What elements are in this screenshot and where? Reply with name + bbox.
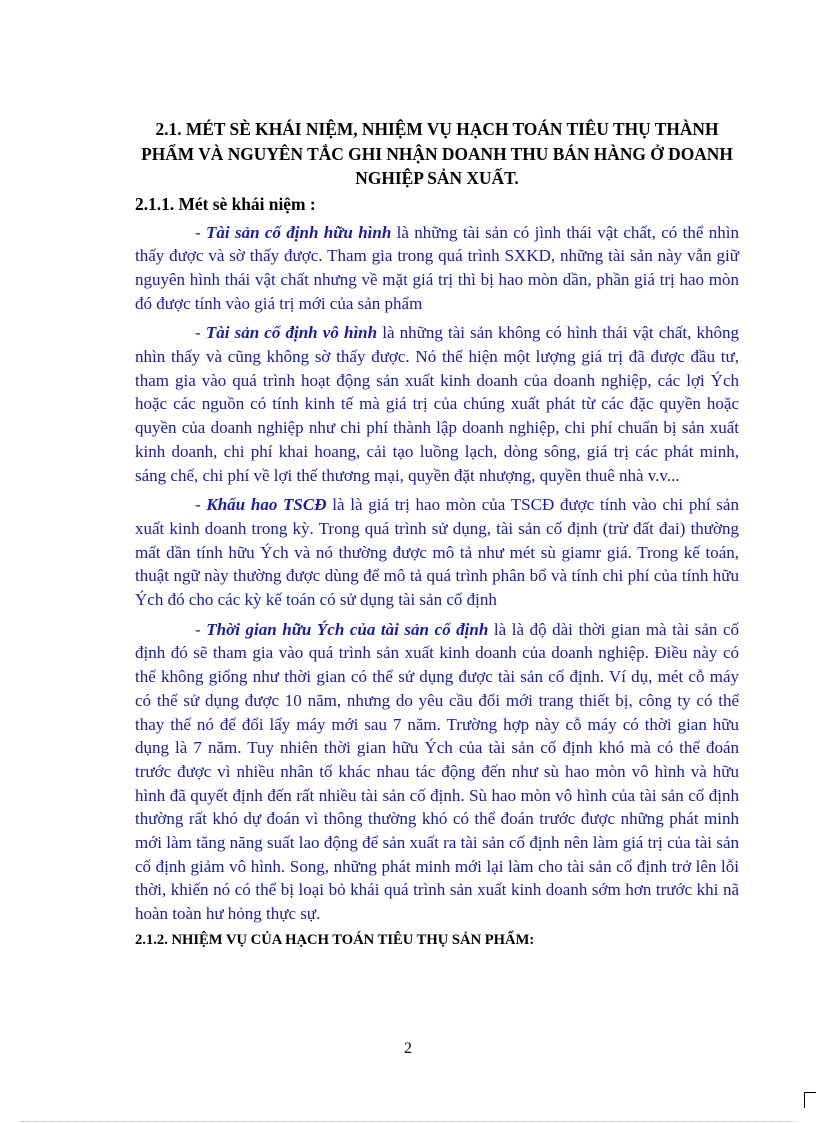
term-intangible-fixed-assets: Tài sản cố định vô hình: [205, 323, 378, 343]
definition-text: là những tài sản không có hình thái vật chất, không nhìn thấy và cũng không sờ thấy được. Nó thể hiện một lượng giá trị đã được đầu tư, tham gia vào quá trình hoạt động sản xuất kinh doanh của doanh nghiệp, các lợi Ých hoặc các nguồn có tính kinh tế mà giá trị của chúng xuất phát từ các đặc quyền hoặc quyền của doanh nghiệp như chi phí thành lập doanh nghiệp, chi phí chuẩn bị sản xuất kinh doanh, chi phí khai hoang, cải tạo luồng lạch, dòng sông, giá trị các phát minh, sáng chế, chi phí về lợi thế thương mại, quyền đặt nhượng, quyền thuê nhà v.v...: [135, 323, 740, 485]
list-dash: -: [195, 495, 207, 515]
definition-text: là những tài sản có jình thái vật chất, có thể nhìn thấy được và sờ thấy được. Tham gia trong quá trình SXKD, những tài sản này vẫn giữ nguyên hình thái vật chất nhưng về mặt giá trị thì bị hao mòn dần, phần giá trị hao mòn đó được tính vào giá trị mới của sản phẩm: [135, 222, 739, 313]
term-useful-life: Thời gian hữu Ých của tài sản cố định: [206, 619, 489, 639]
crop-mark-vertical: [804, 1092, 805, 1108]
page-number: 2: [404, 1040, 412, 1057]
subsection-heading-concepts: 2.1.1. Mét sè khái niệm :: [135, 193, 316, 214]
paragraph-tangible-assets: [135, 221, 739, 316]
crop-mark-horizontal: [804, 1092, 816, 1093]
page-bottom-rule: [20, 1121, 796, 1122]
definition-text: là là giá trị hao mòn của TSCĐ được tính vào chi phí sản xuất kinh doanh trong kỳ. Trong quá trình sử dụng, tài sản cố định (trừ đất đai) thường mất dần tính hữu Ých và nó thường được mô tả như mét sù giamr giá. Trong kế toán, thuật ngữ này thường được dùng để mô tả quá trình phân bổ và tính chi phí của tính hữu Ých đó cho các kỳ kế toán có sử dụng tài sản cố định: [135, 495, 739, 610]
section-title: 2.1. MÉT SÈ KHÁI NIỆM, NHIỆM VỤ HẠCH TOÁN TIÊU THỤ THÀNH PHẨM VÀ NGUYÊN TẮC GHI NHẬN DOANH THU BÁN HÀNG Ở DOANH NGHIỆP SẢN XUẤT.: [141, 119, 733, 188]
paragraph-useful-life: [135, 618, 739, 926]
subsection-heading-tasks: 2.1.2. NHIỆM VỤ CỦA HẠCH TOÁN TIÊU THỤ SẢN PHẨM:: [135, 931, 535, 948]
list-dash: -: [195, 323, 206, 343]
paragraph-intangible-assets: [135, 321, 739, 487]
list-dash: -: [195, 619, 207, 639]
term-tangible-fixed-assets: Tài sản cố định hữu hình: [206, 222, 392, 242]
paragraph-depreciation: [135, 493, 739, 612]
page-content: [135, 117, 739, 951]
definition-text: là là độ dài thời gian mà tài sản cố định đó sẽ tham gia vào quá trình sản xuất kinh doanh của doanh nghiệp. Điều này có thể không giống như thời gian có thể sử dụng được tài sản cố định. Ví dụ, mét cỗ máy có thể sử dụng được 10 năm, nhưng do yêu cầu đổi mới trang thiết bị, công ty có thể thay thế nó để đổi lấy máy mới sau 7 năm. Trường hợp này cỗ máy có thời gian hữu dụng là 7 năm. Tuy nhiên thời gian hữu Ých của tài sản cố định khó mà có thể đoán trước được vì nhiều nhân tố khác nhau tác động đến như sù hao mòn vô hình và hữu hình đã quyết định đến rất nhiều tài sản cố định. Sù hao mòn vô hình của tài sản cố định thường rất khó dự đoán vì thông thường khó có thể đoán trước được những phát minh mới làm tăng năng suất lao động để sản xuất ra tài sản cố định nên làm giá trị của tài sản cố định giảm vô hình. Song, những phát minh mới lại làm cho tài sản cố định trở lên lỗi thời, khiến nó có thể bị loại bỏ khái quá trình sản xuất kinh doanh sớm hơn trước khi nã hoàn toàn hư hỏng thực sự.: [135, 619, 739, 924]
term-depreciation: Khấu hao TSCĐ: [206, 495, 327, 515]
list-dash: -: [195, 222, 207, 242]
